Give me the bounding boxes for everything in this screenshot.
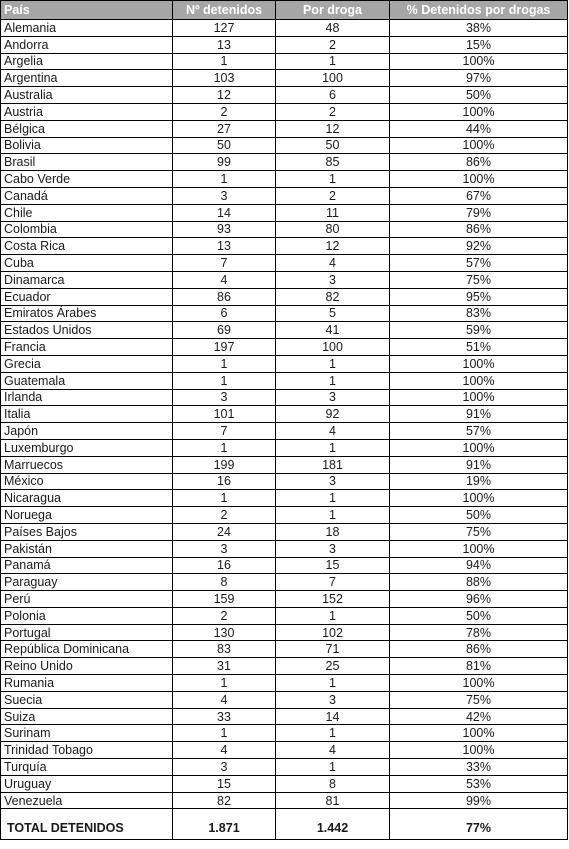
table-row xyxy=(1,742,568,759)
cell-percent: 50% xyxy=(390,87,568,104)
spacer-cell xyxy=(1,809,173,818)
cell-percent: 86% xyxy=(390,221,568,238)
cell-country: Surinam xyxy=(1,725,173,742)
cell-percent: 44% xyxy=(390,120,568,137)
cell-percent: 96% xyxy=(390,591,568,608)
cell-country: Marruecos xyxy=(1,456,173,473)
header-by-drug: Por droga xyxy=(276,1,390,20)
cell-country: Australia xyxy=(1,87,173,104)
cell-percent: 91% xyxy=(390,456,568,473)
cell-by-drug: 12 xyxy=(276,120,390,137)
cell-by-drug: 85 xyxy=(276,154,390,171)
cell-by-drug: 1 xyxy=(276,507,390,524)
cell-percent: 57% xyxy=(390,423,568,440)
table-row xyxy=(1,204,568,221)
table-row xyxy=(1,675,568,692)
total-label: TOTAL DETENIDOS xyxy=(1,817,173,840)
cell-country: Alemania xyxy=(1,20,173,37)
cell-country: Pakistán xyxy=(1,540,173,557)
table-row xyxy=(1,187,568,204)
cell-percent: 83% xyxy=(390,305,568,322)
cell-percent: 100% xyxy=(390,171,568,188)
table-row xyxy=(1,171,568,188)
table-header-row xyxy=(1,1,568,20)
cell-percent: 19% xyxy=(390,473,568,490)
table-row xyxy=(1,540,568,557)
table-row xyxy=(1,288,568,305)
cell-country: Turquía xyxy=(1,759,173,776)
cell-by-drug: 14 xyxy=(276,708,390,725)
cell-detained: 86 xyxy=(173,288,276,305)
table-row xyxy=(1,120,568,137)
cell-country: Luxemburgo xyxy=(1,439,173,456)
cell-detained: 103 xyxy=(173,70,276,87)
cell-detained: 1 xyxy=(173,490,276,507)
cell-country: Francia xyxy=(1,339,173,356)
cell-percent: 81% xyxy=(390,658,568,675)
total-by-drug: 1.442 xyxy=(276,817,390,840)
cell-percent: 100% xyxy=(390,372,568,389)
cell-country: Argelia xyxy=(1,53,173,70)
cell-percent: 88% xyxy=(390,574,568,591)
cell-percent: 67% xyxy=(390,187,568,204)
cell-country: Costa Rica xyxy=(1,238,173,255)
cell-by-drug: 3 xyxy=(276,540,390,557)
cell-detained: 6 xyxy=(173,305,276,322)
total-detained: 1.871 xyxy=(173,817,276,840)
cell-percent: 100% xyxy=(390,389,568,406)
cell-detained: 13 xyxy=(173,36,276,53)
cell-by-drug: 25 xyxy=(276,658,390,675)
cell-country: Japón xyxy=(1,423,173,440)
table-row xyxy=(1,154,568,171)
cell-detained: 14 xyxy=(173,204,276,221)
header-percent: % Detenidos por drogas xyxy=(390,1,568,20)
cell-detained: 3 xyxy=(173,540,276,557)
cell-by-drug: 1 xyxy=(276,759,390,776)
total-percent: 77% xyxy=(390,817,568,840)
cell-percent: 53% xyxy=(390,775,568,792)
cell-country: Argentina xyxy=(1,70,173,87)
cell-by-drug: 8 xyxy=(276,775,390,792)
table-row xyxy=(1,305,568,322)
table-row xyxy=(1,255,568,272)
table-row xyxy=(1,708,568,725)
cell-by-drug: 3 xyxy=(276,389,390,406)
cell-detained: 93 xyxy=(173,221,276,238)
cell-by-drug: 80 xyxy=(276,221,390,238)
cell-by-drug: 15 xyxy=(276,557,390,574)
table-row xyxy=(1,355,568,372)
cell-detained: 101 xyxy=(173,406,276,423)
cell-by-drug: 4 xyxy=(276,423,390,440)
cell-percent: 79% xyxy=(390,204,568,221)
cell-by-drug: 18 xyxy=(276,523,390,540)
cell-detained: 33 xyxy=(173,708,276,725)
cell-country: Nicaragua xyxy=(1,490,173,507)
table-row xyxy=(1,322,568,339)
cell-by-drug: 1 xyxy=(276,53,390,70)
cell-by-drug: 1 xyxy=(276,490,390,507)
cell-percent: 57% xyxy=(390,255,568,272)
cell-detained: 4 xyxy=(173,271,276,288)
table-row xyxy=(1,36,568,53)
cell-country: México xyxy=(1,473,173,490)
cell-by-drug: 3 xyxy=(276,691,390,708)
cell-detained: 199 xyxy=(173,456,276,473)
cell-by-drug: 1 xyxy=(276,607,390,624)
cell-country: Rumania xyxy=(1,675,173,692)
cell-percent: 75% xyxy=(390,271,568,288)
cell-by-drug: 1 xyxy=(276,372,390,389)
cell-detained: 82 xyxy=(173,792,276,809)
cell-percent: 97% xyxy=(390,70,568,87)
cell-detained: 31 xyxy=(173,658,276,675)
table-row xyxy=(1,406,568,423)
cell-detained: 159 xyxy=(173,591,276,608)
table-row xyxy=(1,473,568,490)
table-row xyxy=(1,238,568,255)
table-row xyxy=(1,725,568,742)
cell-by-drug: 3 xyxy=(276,271,390,288)
cell-country: Canadá xyxy=(1,187,173,204)
cell-percent: 15% xyxy=(390,36,568,53)
cell-percent: 100% xyxy=(390,675,568,692)
cell-country: Brasil xyxy=(1,154,173,171)
cell-detained: 50 xyxy=(173,137,276,154)
cell-detained: 1 xyxy=(173,171,276,188)
cell-country: Uruguay xyxy=(1,775,173,792)
cell-detained: 16 xyxy=(173,557,276,574)
cell-detained: 69 xyxy=(173,322,276,339)
cell-percent: 42% xyxy=(390,708,568,725)
cell-country: Bélgica xyxy=(1,120,173,137)
cell-country: República Dominicana xyxy=(1,641,173,658)
cell-by-drug: 2 xyxy=(276,36,390,53)
table-row xyxy=(1,372,568,389)
cell-by-drug: 50 xyxy=(276,137,390,154)
table-row xyxy=(1,759,568,776)
cell-percent: 75% xyxy=(390,523,568,540)
cell-by-drug: 181 xyxy=(276,456,390,473)
cell-percent: 100% xyxy=(390,439,568,456)
cell-detained: 3 xyxy=(173,389,276,406)
table-row xyxy=(1,339,568,356)
table-row xyxy=(1,221,568,238)
cell-detained: 2 xyxy=(173,607,276,624)
table-row xyxy=(1,523,568,540)
cell-detained: 13 xyxy=(173,238,276,255)
cell-country: Panamá xyxy=(1,557,173,574)
table-row xyxy=(1,624,568,641)
table-body xyxy=(1,20,568,840)
table-row xyxy=(1,439,568,456)
table-row xyxy=(1,389,568,406)
cell-by-drug: 82 xyxy=(276,288,390,305)
cell-percent: 94% xyxy=(390,557,568,574)
table-row xyxy=(1,574,568,591)
cell-detained: 8 xyxy=(173,574,276,591)
cell-detained: 1 xyxy=(173,372,276,389)
cell-country: Suecia xyxy=(1,691,173,708)
cell-percent: 100% xyxy=(390,742,568,759)
cell-detained: 1 xyxy=(173,53,276,70)
cell-by-drug: 3 xyxy=(276,473,390,490)
cell-by-drug: 4 xyxy=(276,742,390,759)
cell-country: Austria xyxy=(1,103,173,120)
table-row xyxy=(1,456,568,473)
cell-detained: 1 xyxy=(173,675,276,692)
cell-percent: 100% xyxy=(390,490,568,507)
cell-by-drug: 102 xyxy=(276,624,390,641)
cell-country: Perú xyxy=(1,591,173,608)
cell-country: Colombia xyxy=(1,221,173,238)
cell-country: Países Bajos xyxy=(1,523,173,540)
cell-country: Paraguay xyxy=(1,574,173,591)
cell-by-drug: 1 xyxy=(276,171,390,188)
cell-by-drug: 6 xyxy=(276,87,390,104)
table-row xyxy=(1,591,568,608)
cell-detained: 99 xyxy=(173,154,276,171)
cell-country: Ecuador xyxy=(1,288,173,305)
table-row xyxy=(1,70,568,87)
table-row xyxy=(1,20,568,37)
table-row xyxy=(1,490,568,507)
cell-detained: 1 xyxy=(173,725,276,742)
cell-by-drug: 11 xyxy=(276,204,390,221)
cell-country: Irlanda xyxy=(1,389,173,406)
cell-detained: 27 xyxy=(173,120,276,137)
table-row xyxy=(1,423,568,440)
cell-percent: 33% xyxy=(390,759,568,776)
cell-by-drug: 1 xyxy=(276,675,390,692)
table-row xyxy=(1,691,568,708)
cell-by-drug: 2 xyxy=(276,187,390,204)
table-row xyxy=(1,557,568,574)
cell-detained: 4 xyxy=(173,742,276,759)
cell-detained: 2 xyxy=(173,507,276,524)
cell-detained: 7 xyxy=(173,255,276,272)
cell-country: Cuba xyxy=(1,255,173,272)
cell-by-drug: 1 xyxy=(276,439,390,456)
cell-detained: 15 xyxy=(173,775,276,792)
cell-by-drug: 100 xyxy=(276,70,390,87)
cell-country: Suiza xyxy=(1,708,173,725)
spacer-row xyxy=(1,809,568,818)
cell-country: Chile xyxy=(1,204,173,221)
table-row xyxy=(1,775,568,792)
cell-detained: 16 xyxy=(173,473,276,490)
header-country: País xyxy=(1,1,173,20)
cell-percent: 92% xyxy=(390,238,568,255)
cell-by-drug: 48 xyxy=(276,20,390,37)
cell-detained: 12 xyxy=(173,87,276,104)
cell-by-drug: 81 xyxy=(276,792,390,809)
cell-detained: 1 xyxy=(173,355,276,372)
cell-by-drug: 41 xyxy=(276,322,390,339)
header-detained: Nº detenidos xyxy=(173,1,276,20)
cell-detained: 3 xyxy=(173,759,276,776)
cell-detained: 1 xyxy=(173,439,276,456)
cell-by-drug: 152 xyxy=(276,591,390,608)
cell-by-drug: 92 xyxy=(276,406,390,423)
cell-percent: 100% xyxy=(390,540,568,557)
cell-country: Polonia xyxy=(1,607,173,624)
spacer-cell xyxy=(390,809,568,818)
cell-percent: 86% xyxy=(390,641,568,658)
cell-detained: 130 xyxy=(173,624,276,641)
cell-country: Bolivia xyxy=(1,137,173,154)
cell-by-drug: 1 xyxy=(276,725,390,742)
cell-country: Italia xyxy=(1,406,173,423)
cell-country: Trinidad Tobago xyxy=(1,742,173,759)
table-row xyxy=(1,792,568,809)
cell-by-drug: 7 xyxy=(276,574,390,591)
cell-percent: 78% xyxy=(390,624,568,641)
cell-by-drug: 100 xyxy=(276,339,390,356)
cell-by-drug: 2 xyxy=(276,103,390,120)
cell-detained: 2 xyxy=(173,103,276,120)
cell-detained: 3 xyxy=(173,187,276,204)
cell-country: Grecia xyxy=(1,355,173,372)
table-row xyxy=(1,137,568,154)
table-row xyxy=(1,641,568,658)
cell-detained: 127 xyxy=(173,20,276,37)
cell-percent: 86% xyxy=(390,154,568,171)
cell-country: Emiratos Árabes xyxy=(1,305,173,322)
cell-percent: 50% xyxy=(390,507,568,524)
cell-country: Cabo Verde xyxy=(1,171,173,188)
cell-percent: 100% xyxy=(390,103,568,120)
cell-percent: 99% xyxy=(390,792,568,809)
table-row xyxy=(1,53,568,70)
cell-percent: 50% xyxy=(390,607,568,624)
cell-detained: 197 xyxy=(173,339,276,356)
spacer-cell xyxy=(173,809,276,818)
table-row xyxy=(1,507,568,524)
cell-by-drug: 12 xyxy=(276,238,390,255)
cell-percent: 100% xyxy=(390,725,568,742)
cell-country: Reino Unido xyxy=(1,658,173,675)
cell-detained: 24 xyxy=(173,523,276,540)
table-row xyxy=(1,103,568,120)
cell-percent: 59% xyxy=(390,322,568,339)
cell-percent: 51% xyxy=(390,339,568,356)
cell-percent: 38% xyxy=(390,20,568,37)
table-row xyxy=(1,271,568,288)
cell-by-drug: 5 xyxy=(276,305,390,322)
cell-country: Andorra xyxy=(1,36,173,53)
table-row xyxy=(1,87,568,104)
cell-country: Estados Unidos xyxy=(1,322,173,339)
cell-by-drug: 4 xyxy=(276,255,390,272)
cell-percent: 91% xyxy=(390,406,568,423)
total-row xyxy=(1,817,568,840)
cell-percent: 100% xyxy=(390,137,568,154)
cell-country: Dinamarca xyxy=(1,271,173,288)
cell-by-drug: 71 xyxy=(276,641,390,658)
cell-detained: 4 xyxy=(173,691,276,708)
cell-detained: 83 xyxy=(173,641,276,658)
cell-percent: 100% xyxy=(390,53,568,70)
cell-country: Guatemala xyxy=(1,372,173,389)
cell-country: Portugal xyxy=(1,624,173,641)
table-row xyxy=(1,607,568,624)
spacer-cell xyxy=(276,809,390,818)
cell-detained: 7 xyxy=(173,423,276,440)
cell-country: Noruega xyxy=(1,507,173,524)
cell-percent: 95% xyxy=(390,288,568,305)
cell-percent: 75% xyxy=(390,691,568,708)
cell-country: Venezuela xyxy=(1,792,173,809)
cell-by-drug: 1 xyxy=(276,355,390,372)
cell-percent: 100% xyxy=(390,355,568,372)
table-row xyxy=(1,658,568,675)
